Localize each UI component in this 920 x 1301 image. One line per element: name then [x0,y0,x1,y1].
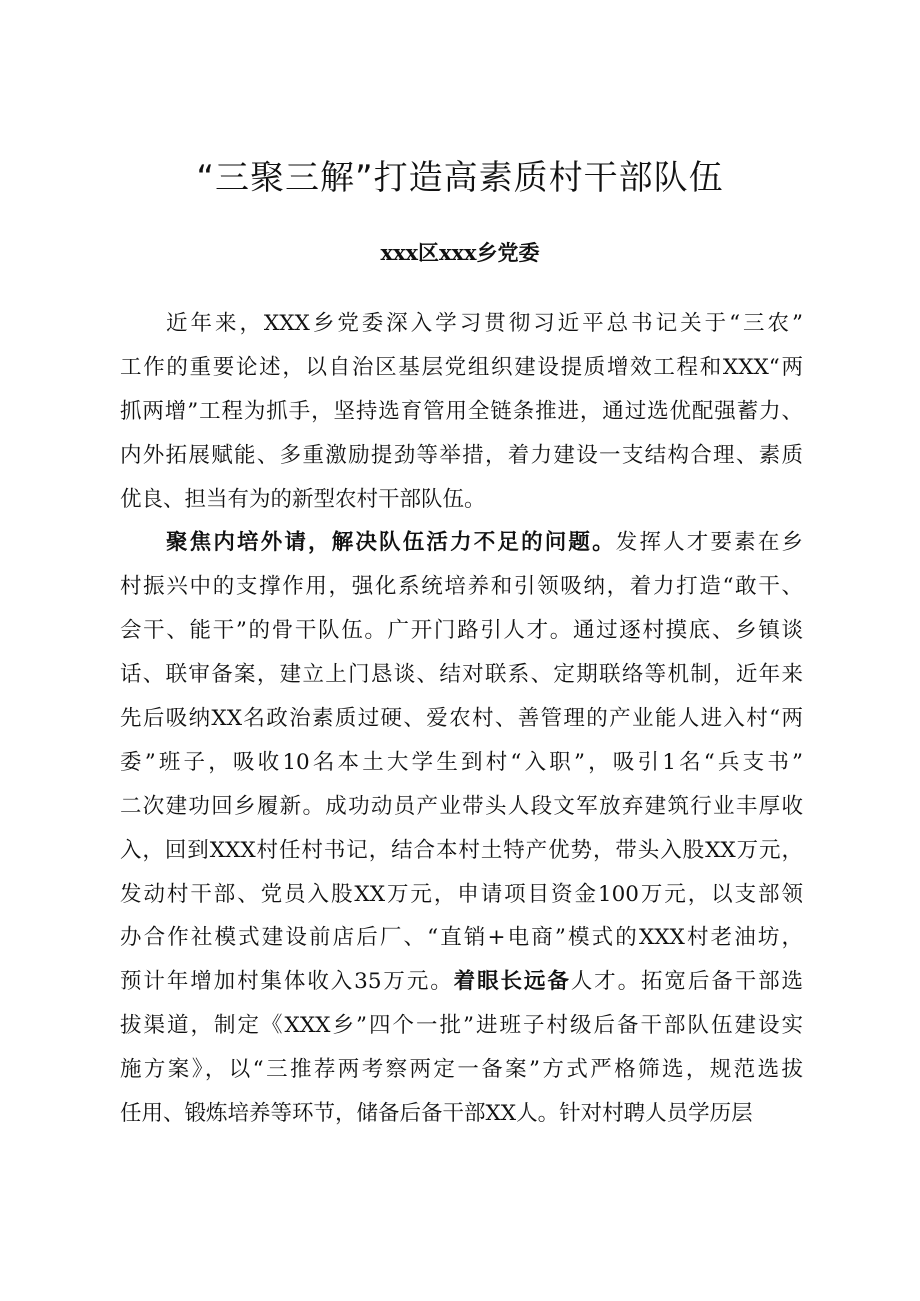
text-run: 村振兴中的支撑作用，强化系统培养和引领吸纳，着力打造“敢干、 [120,574,803,600]
document-author: xxx区xxx乡党委 [380,240,540,265]
paragraph-line [120,741,803,785]
document-body [120,302,803,1136]
bold-text-run: 聚焦内培外请，解决队伍活力不足的问题。 [166,530,616,556]
text-run: 内外拓展赋能、多重激励提劲等举措，着力建设一支结构合理、素质 [120,442,803,468]
paragraph-line [120,609,803,653]
paragraph-line [120,434,803,478]
text-run: 会干、能干”的骨干队伍。广开门路引人才。通过逐村摸底、乡镇谈 [120,618,803,644]
paragraph-line [120,916,803,960]
paragraph-line [120,302,803,346]
text-run: 先后吸纳XX名政治素质过硬、爱农村、善管理的产业能人进入村“两 [120,706,803,732]
text-run: 发挥人才要素在乡 [615,530,803,556]
paragraph-line [120,785,803,829]
text-run: 发动村干部、党员入股XX万元，申请项目资金100万元，以支部领 [120,881,803,907]
paragraph-line [120,390,803,434]
paragraph-line [120,653,803,697]
text-run: 施方案》，以“三推荐两考察两定一备案”方式严格筛选，规范选拔 [120,1057,803,1083]
paragraph-line [120,521,803,565]
text-run: 办合作社模式建设前店后厂、“直销+电商”模式的XXX村老油坊， [120,925,803,951]
text-run: 拔渠道，制定《XXX乡”四个一批”进班子村级后备干部队伍建设实 [120,1013,803,1039]
paragraph-line [120,565,803,609]
paragraph-line [120,1004,803,1048]
text-run: 近年来，XXX乡党委深入学习贯彻习近平总书记关于“三农” [166,311,803,336]
text-run: 话、联审备案，建立上门恳谈、结对联系、定期联络等机制，近年来 [120,662,803,688]
text-run: 预计年增加村集体收入35万元。 [120,969,454,995]
paragraph [120,521,803,1135]
paragraph-line [120,1092,803,1136]
text-run: 任用、锻炼培养等环节，储备后备干部XX人。针对村聘人员学历层 [120,1101,753,1127]
document-title: “三聚三解”打造高素质村干部队伍 [196,158,724,198]
paragraph-line [120,1048,803,1092]
text-run: 委”班子，吸收10名本土大学生到村“入职”，吸引1名“兵支书” [120,749,803,775]
paragraph-line [120,697,803,741]
text-run: 入，回到XXX村任村书记，结合本村土特产优势，带头入股XX万元， [120,837,803,863]
paragraph-line [120,478,803,522]
text-run: 人才。拓宽后备干部选 [570,969,803,995]
paragraph-line [120,960,803,1004]
text-run: 二次建功回乡履新。成功动员产业带头人段文军放弃建筑行业丰厚收 [120,793,803,819]
text-run: 优良、担当有为的新型农村干部队伍。 [120,486,486,512]
paragraph [120,302,803,521]
text-run: 工作的重要论述，以自治区基层党组织建设提质增效工程和XXX“两 [120,354,803,380]
paragraph-line [120,873,803,917]
text-run: 抓两增”工程为抓手，坚持选育管用全链条推进，通过选优配强蓄力、 [120,398,803,424]
paragraph-line [120,829,803,873]
bold-text-run: 着眼长远备 [453,969,571,995]
paragraph-line [120,346,803,390]
